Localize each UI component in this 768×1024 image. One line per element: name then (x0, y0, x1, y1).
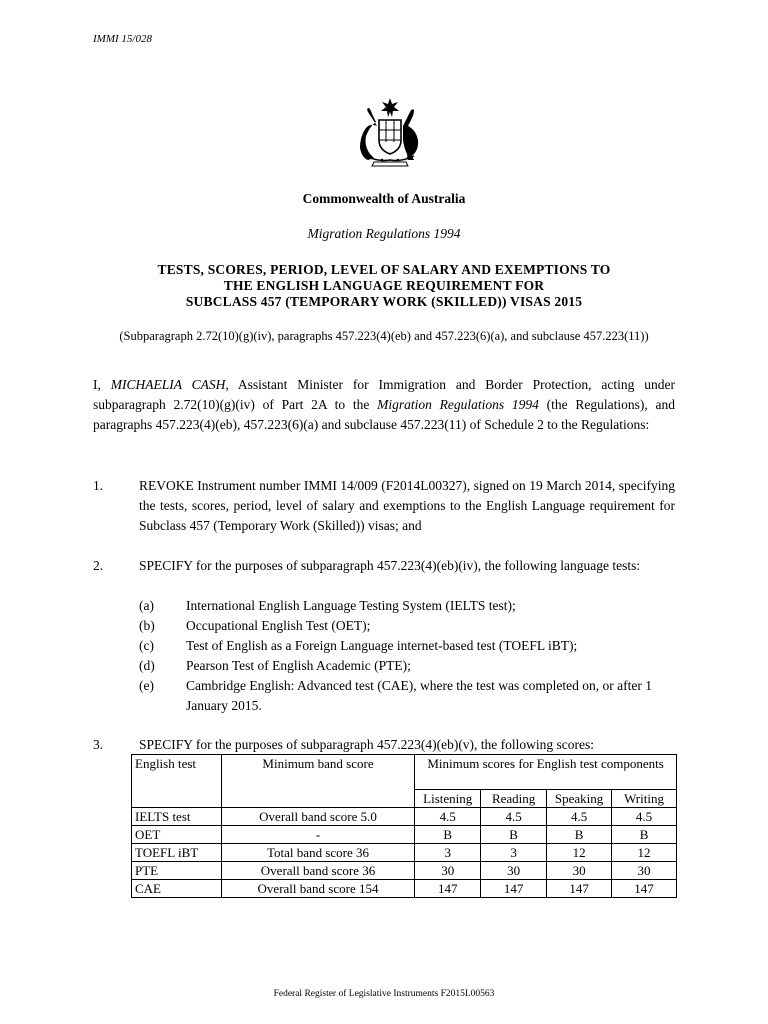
cell-writing: B (612, 826, 677, 844)
cell-band: - (221, 826, 414, 844)
subitem-text: Test of English as a Foreign Language internet-based test (TOEFL iBT); (186, 638, 578, 653)
cell-band: Total band score 36 (221, 844, 414, 862)
cell-listening: 30 (415, 862, 481, 880)
australian-coat-of-arms-icon (352, 96, 428, 168)
subitem-label: (a) (139, 598, 154, 613)
header-minimum-band: Minimum band score (221, 755, 414, 808)
instrument-title (100, 262, 668, 310)
header-writing: Writing (612, 790, 677, 808)
item-number: 2. (93, 558, 104, 573)
table-row (132, 844, 677, 862)
cell-reading: 30 (481, 862, 547, 880)
item-text: SPECIFY for the purposes of subparagraph 457.223(4)(eb)(iv), the following language tests: (139, 558, 641, 573)
intro-text-1: Assistant Minister for Immigration and Border Protection, acting under subparagraph 2.72(10)(g)(iv) of Part 2A to the (93, 377, 675, 412)
cell-writing: 12 (612, 844, 677, 862)
regulations-heading: Migration Regulations 1994 (307, 226, 461, 241)
cell-speaking: 30 (547, 862, 612, 880)
item-number: 3. (93, 737, 104, 752)
cell-writing: 147 (612, 880, 677, 898)
table-row (132, 862, 677, 880)
cell-reading: 3 (481, 844, 547, 862)
header-reading: Reading (481, 790, 547, 808)
table-header-row (132, 755, 677, 790)
header-english-test: English test (132, 755, 222, 808)
cell-listening: 147 (415, 880, 481, 898)
cell-speaking: 12 (547, 844, 612, 862)
document-id: IMMI 15/028 (93, 33, 152, 45)
page-footer: Federal Register of Legislative Instruments F2015L00563 (273, 989, 495, 999)
coat-of-arms-svg (352, 96, 428, 168)
cell-speaking: 4.5 (547, 808, 612, 826)
header-speaking: Speaking (547, 790, 612, 808)
item-text: SPECIFY for the purposes of subparagraph 457.223(4)(eb)(v), the following scores: (139, 737, 595, 752)
cell-speaking: B (547, 826, 612, 844)
subitem-label: (c) (139, 638, 154, 653)
header-components: Minimum scores for English test components (415, 755, 677, 790)
cell-reading: 147 (481, 880, 547, 898)
cell-writing: 30 (612, 862, 677, 880)
subitem-text: Occupational English Test (OET); (186, 618, 371, 633)
cell-test: OET (132, 826, 222, 844)
item-number: 1. (93, 478, 104, 493)
cell-test: TOEFL iBT (132, 844, 222, 862)
table-row (132, 826, 677, 844)
cell-listening: B (415, 826, 481, 844)
english-test-scores-table (131, 754, 677, 898)
subitem-text: Cambridge English: Advanced test (CAE), where the test was completed on, or after 1 January 2015. (186, 678, 652, 713)
cell-test: CAE (132, 880, 222, 898)
title-line-1: TESTS, SCORES, PERIOD, LEVEL OF SALARY AND EXEMPTIONS TO (157, 262, 611, 277)
subparagraph-reference: (Subparagraph 2.72(10)(g)(iv), paragraphs 457.223(4)(eb) and 457.223(6)(a), and subclause 457.223(11)) (119, 329, 649, 343)
item-text: REVOKE Instrument number IMMI 14/009 (F2014L00327), signed on 19 March 2014, specifying the tests, scores, period, level of salary and exemptions to the English Language requirement for Subclass 457 (Temporary Work (Skilled)) visas; and (139, 478, 675, 533)
cell-band: Overall band score 36 (221, 862, 414, 880)
subitem-text: International English Language Testing System (IELTS test); (186, 598, 516, 613)
cell-test: IELTS test (132, 808, 222, 826)
intro-text-2: (the Regulations), and paragraphs 457.223(4)(eb), 457.223(6)(a) and subclause 457.223(11) of Schedule 2 to the Regulations: (93, 397, 675, 432)
intro-regulations: Migration Regulations 1994 (377, 397, 539, 412)
title-line-3: SUBCLASS 457 (TEMPORARY WORK (SKILLED)) VISAS 2015 (185, 294, 583, 309)
subitem-label: (b) (139, 618, 155, 633)
cell-writing: 4.5 (612, 808, 677, 826)
table-row (132, 880, 677, 898)
title-line-2: THE ENGLISH LANGUAGE REQUIREMENT FOR (223, 278, 545, 293)
cell-test: PTE (132, 862, 222, 880)
intro-prefix: I, (93, 377, 111, 392)
subitem-label: (d) (139, 658, 155, 673)
cell-band: Overall band score 154 (221, 880, 414, 898)
minister-name: MICHAELIA CASH, (110, 377, 229, 392)
table-row (132, 808, 677, 826)
cell-reading: 4.5 (481, 808, 547, 826)
cell-band: Overall band score 5.0 (221, 808, 414, 826)
header-listening: Listening (415, 790, 481, 808)
cell-listening: 4.5 (415, 808, 481, 826)
intro-paragraph (93, 375, 675, 435)
cell-listening: 3 (415, 844, 481, 862)
jurisdiction-heading: Commonwealth of Australia (302, 191, 466, 206)
cell-reading: B (481, 826, 547, 844)
subitem-text: Pearson Test of English Academic (PTE); (186, 658, 411, 673)
cell-speaking: 147 (547, 880, 612, 898)
subitem-label: (e) (139, 678, 154, 693)
